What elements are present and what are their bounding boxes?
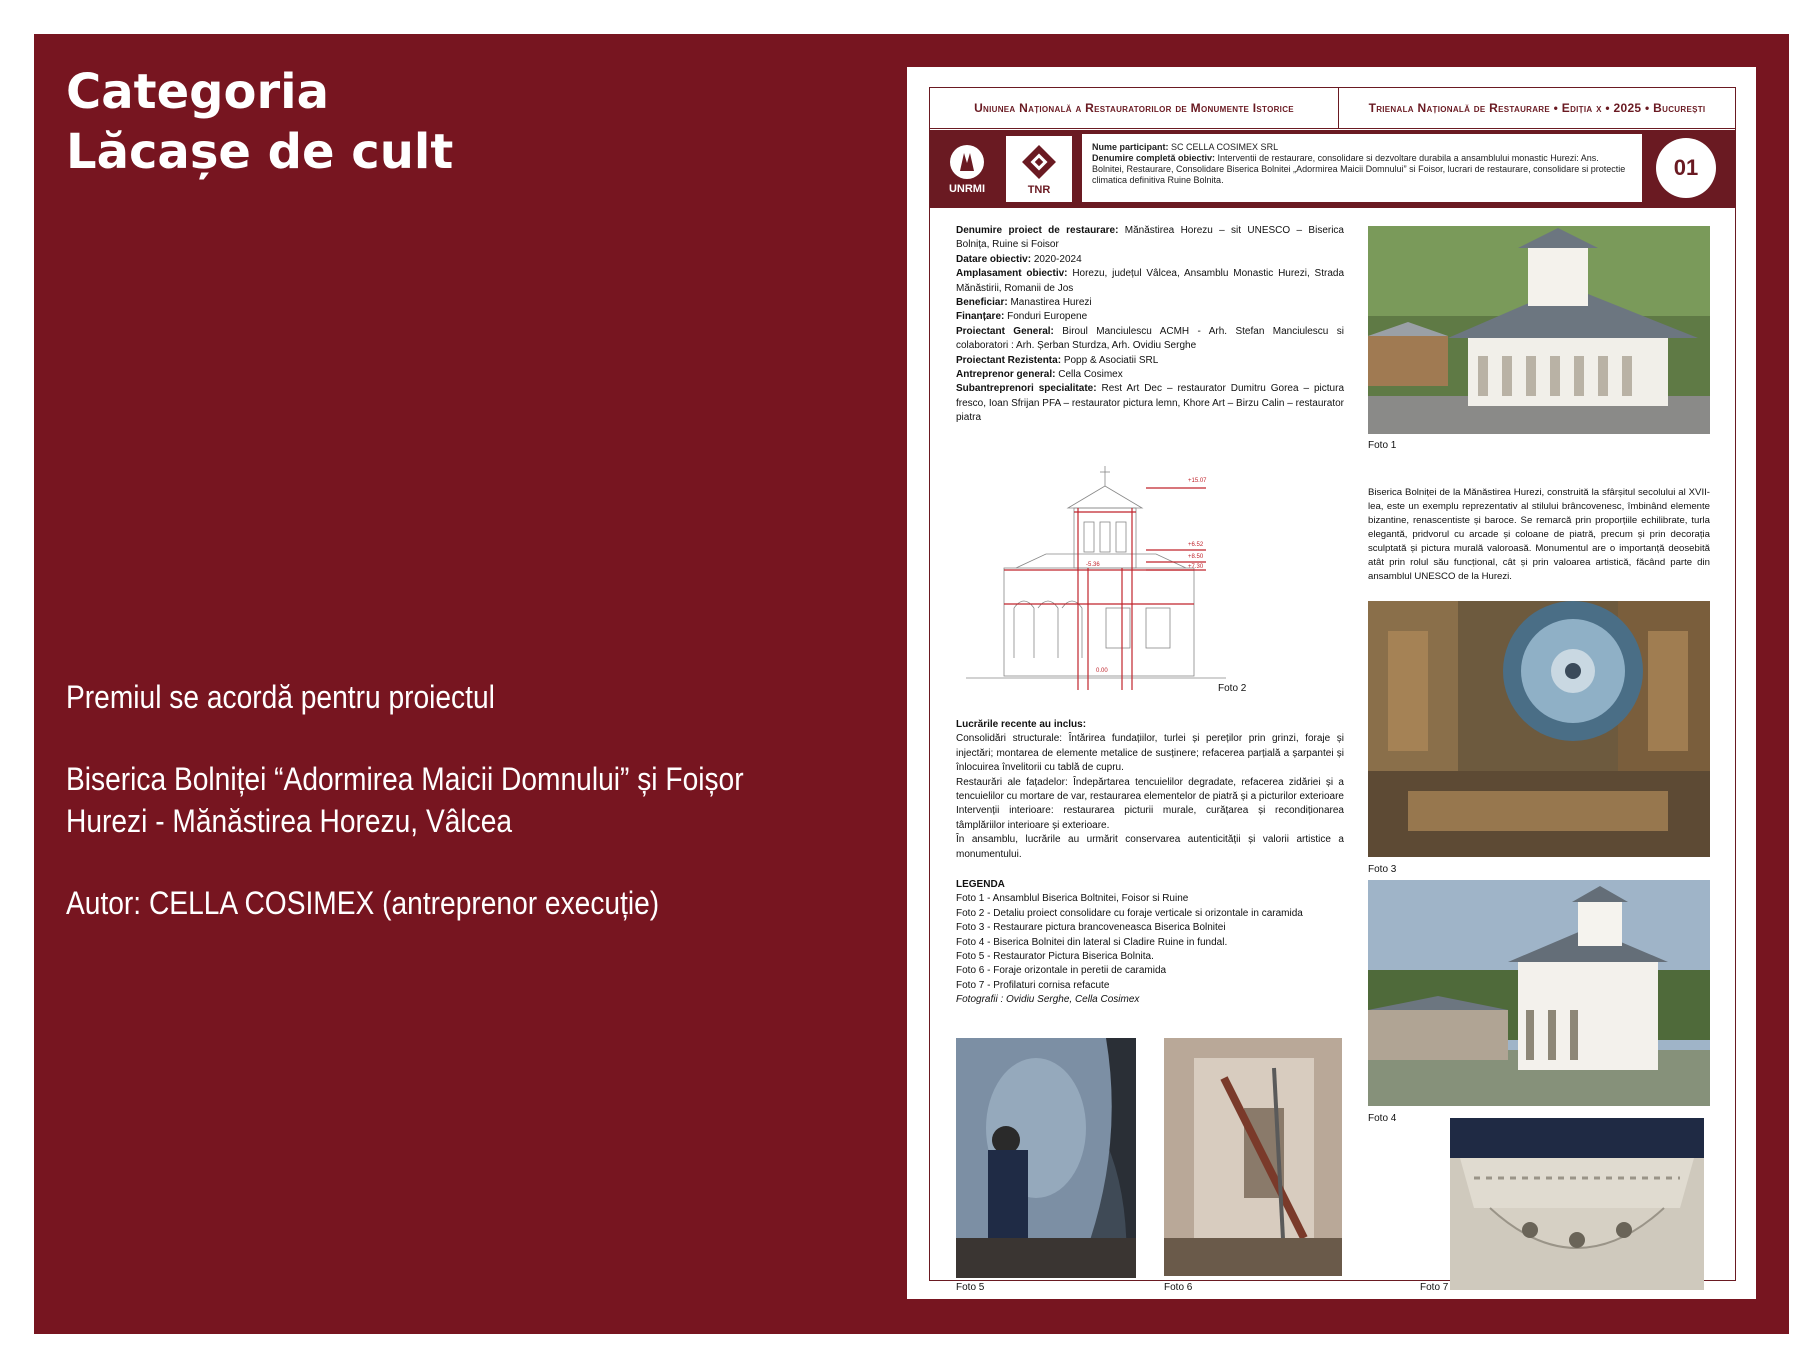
unrmi-emblem-icon [948, 143, 986, 181]
foto2-label: Foto 2 [1218, 683, 1247, 694]
award-text [66, 676, 788, 964]
poster-header [930, 88, 1735, 129]
detail-item: Beneficiar: Manastirea Hurezi [956, 297, 1092, 309]
foto6-label: Foto 6 [1164, 1282, 1193, 1293]
header-right: Trienala Națională de Restaurare • Ediția x • 2025 • București [1368, 101, 1706, 115]
objective-value: Interventii de restaurare, consolidare si dezvoltare durabila a ansamblului monastic Hurezi: Ans. Bolnitei, Restaurare, Consolidare Biserica Bolnitei „Adormirea Maicii Domnului” si Foisor, lucrari de restaurare, consolidare si protectie climatica definitiva Ruine Bolnita. [1092, 153, 1626, 185]
works-list [956, 718, 1344, 862]
photo-1 [1368, 226, 1710, 434]
legend-item: Foto 3 - Restaurare pictura brancoveneasca Biserica Bolnitei [956, 922, 1226, 934]
detail-item: Antreprenor general: Cella Cosimex [956, 369, 1123, 381]
tnr-logo [1004, 134, 1074, 204]
objective-label: Denumire completă obiectiv: [1092, 153, 1216, 163]
level-label: +7.30 [1188, 564, 1204, 570]
legend-item: Foto 6 - Foraje orizontale in peretii de caramida [956, 965, 1167, 977]
award-author: Autor: CELLA COSIMEX (antreprenor execuție) [66, 885, 660, 921]
unrmi-logo [932, 134, 1002, 204]
award-project: Biserica Bolniței “Adormirea Maicii Domnului” și Foișor Hurezi - Mănăstirea Horezu, Vâlcea [66, 761, 744, 839]
level-label: +15.07 [1188, 478, 1207, 484]
project-details [956, 224, 1344, 426]
detail-item: Proiectant Rezistenta: Popp & Asociatii SRL [956, 354, 1159, 366]
detail-item: Finanțare: Fonduri Europene [956, 311, 1088, 323]
entry-number: 01 [1656, 138, 1716, 198]
legend-item: Foto 1 - Ansamblul Biserica Boltnitei, Foisor si Ruine [956, 893, 1189, 905]
photo-7 [1450, 1118, 1704, 1290]
participant-label: Nume participant: [1092, 142, 1169, 152]
legend-item: Foto 5 - Restaurator Pictura Biserica Bolnita. [956, 951, 1154, 963]
level-label: +6.52 [1188, 542, 1204, 548]
poster-band [930, 130, 1735, 208]
header-left: Uniunea Națională a Restauratorilor de Monumente Istorice [930, 88, 1339, 128]
works-item: Consolidări structurale: Întărirea fundațiilor, turlei și pereților prin grinzi, foraje și injectări; montarea de elemente metalice de susținere; refacerea parțială a șarpantei și înlocuirea învelitorii cu tablă de cupru. [956, 733, 1344, 774]
award-intro: Premiul se acordă pentru proiectul [66, 679, 495, 715]
photo-6 [1164, 1038, 1342, 1276]
foto4-label: Foto 4 [1368, 1113, 1397, 1124]
category-line1: Categoria [66, 64, 329, 120]
legend-item: Foto 7 - Profilaturi cornisa refacute [956, 979, 1110, 991]
church-description: Biserica Bolniței de la Mănăstirea Hurezi, construită la sfârșitul secolului al XVII-lea, este un exemplu reprezentativ al stilului brâncovenesc, îmbinând elemente bizantine, renascentiste și baroce. Se remarcă prin proporțiile echilibrate, turla elegantă, pridvorul cu arcade și coloane de piatră, precum și prin decorația sculptată și pictura murală valoroasă. Monumentul are o importanță deosebită atât prin rolul său funcțional, cât și prin valoarea artistică, făcând parte din ansamblul UNESCO de la Hurezi. [1368, 487, 1710, 582]
category-line2: Lăcașe de cult [66, 124, 454, 180]
detail-item: Amplasament obiectiv: Horezu, județul Vâlcea, Ansamblu Monastic Hurezi, Strada Mănăstirii, Romanii de Jos [956, 268, 1345, 294]
detail-item: Subantreprenori specialitate: Rest Art Dec – restaurator Dumitru Gorea – pictura fresco, Ioan Sfrijan PFA – restaurator pictura lemn, Khore Art – Birzu Calin – restaurator piatra [956, 383, 1345, 424]
works-item: Restaurări ale fațadelor: Îndepărtarea tencuielilor degradate, refacerea zidăriei și a tencuielilor cu mortare de var, restaurarea elementelor de piatră și a picturilor exterioare [956, 776, 1344, 803]
consolidation-drawing [956, 458, 1256, 708]
level-label: 0.00 [1096, 668, 1108, 674]
tnr-diamond-icon [1019, 142, 1059, 182]
legend-item: Foto 4 - Biserica Bolnitei din lateral si Cladire Ruine in fundal. [956, 936, 1228, 948]
works-title: Lucrările recente au inclus: [956, 719, 1087, 730]
photo-credit: Fotografii : Ovidiu Serghe, Cella Cosimex [956, 994, 1140, 1006]
legend [956, 878, 1344, 1008]
works-item: Intervenții interioare: restaurarea picturii murale, curățarea și recondiționarea tâmplăriilor interioare și exterioare. [956, 805, 1344, 831]
category-title [66, 62, 453, 182]
tnr-logo-text: TNR [1027, 184, 1051, 196]
foto7-label: Foto 7 [1420, 1282, 1449, 1293]
poster [907, 67, 1756, 1299]
photo-3 [1368, 601, 1710, 857]
photo-4 [1368, 880, 1710, 1106]
legend-title: LEGENDA [956, 879, 1005, 890]
detail-item: Datare obiectiv: 2020-2024 [956, 253, 1082, 265]
unrmi-logo-text: UNRMI [948, 183, 986, 195]
works-item: În ansamblu, lucrările au urmărit conservarea autenticității și valorii artistice a monumentului. [956, 834, 1344, 860]
detail-item: Proiectant General: Biroul Manciulescu ACMH - Arh. Stefan Manciulescu si colaboratori : Arh. Șerban Sturdza, Arh. Ovidiu Serghe [956, 325, 1344, 352]
foto5-label: Foto 5 [956, 1282, 985, 1293]
participant-info [1082, 134, 1642, 202]
participant-value: SC CELLA COSIMEX SRL [1171, 142, 1279, 152]
level-label: +8.50 [1188, 554, 1204, 560]
poster-inner [929, 87, 1736, 1293]
legend-item: Foto 2 - Detaliu proiect consolidare cu foraje verticale si orizontale in caramida [956, 907, 1303, 919]
foto1-label: Foto 1 [1368, 440, 1397, 451]
detail-item: Denumire proiect de restaurare: Mănăstirea Horezu – sit UNESCO – Biserica Bolnița, Ruine si Foisor [956, 225, 1344, 251]
photo-5 [956, 1038, 1136, 1278]
foto3-label: Foto 3 [1368, 864, 1397, 875]
level-label: -5.36 [1086, 562, 1100, 568]
